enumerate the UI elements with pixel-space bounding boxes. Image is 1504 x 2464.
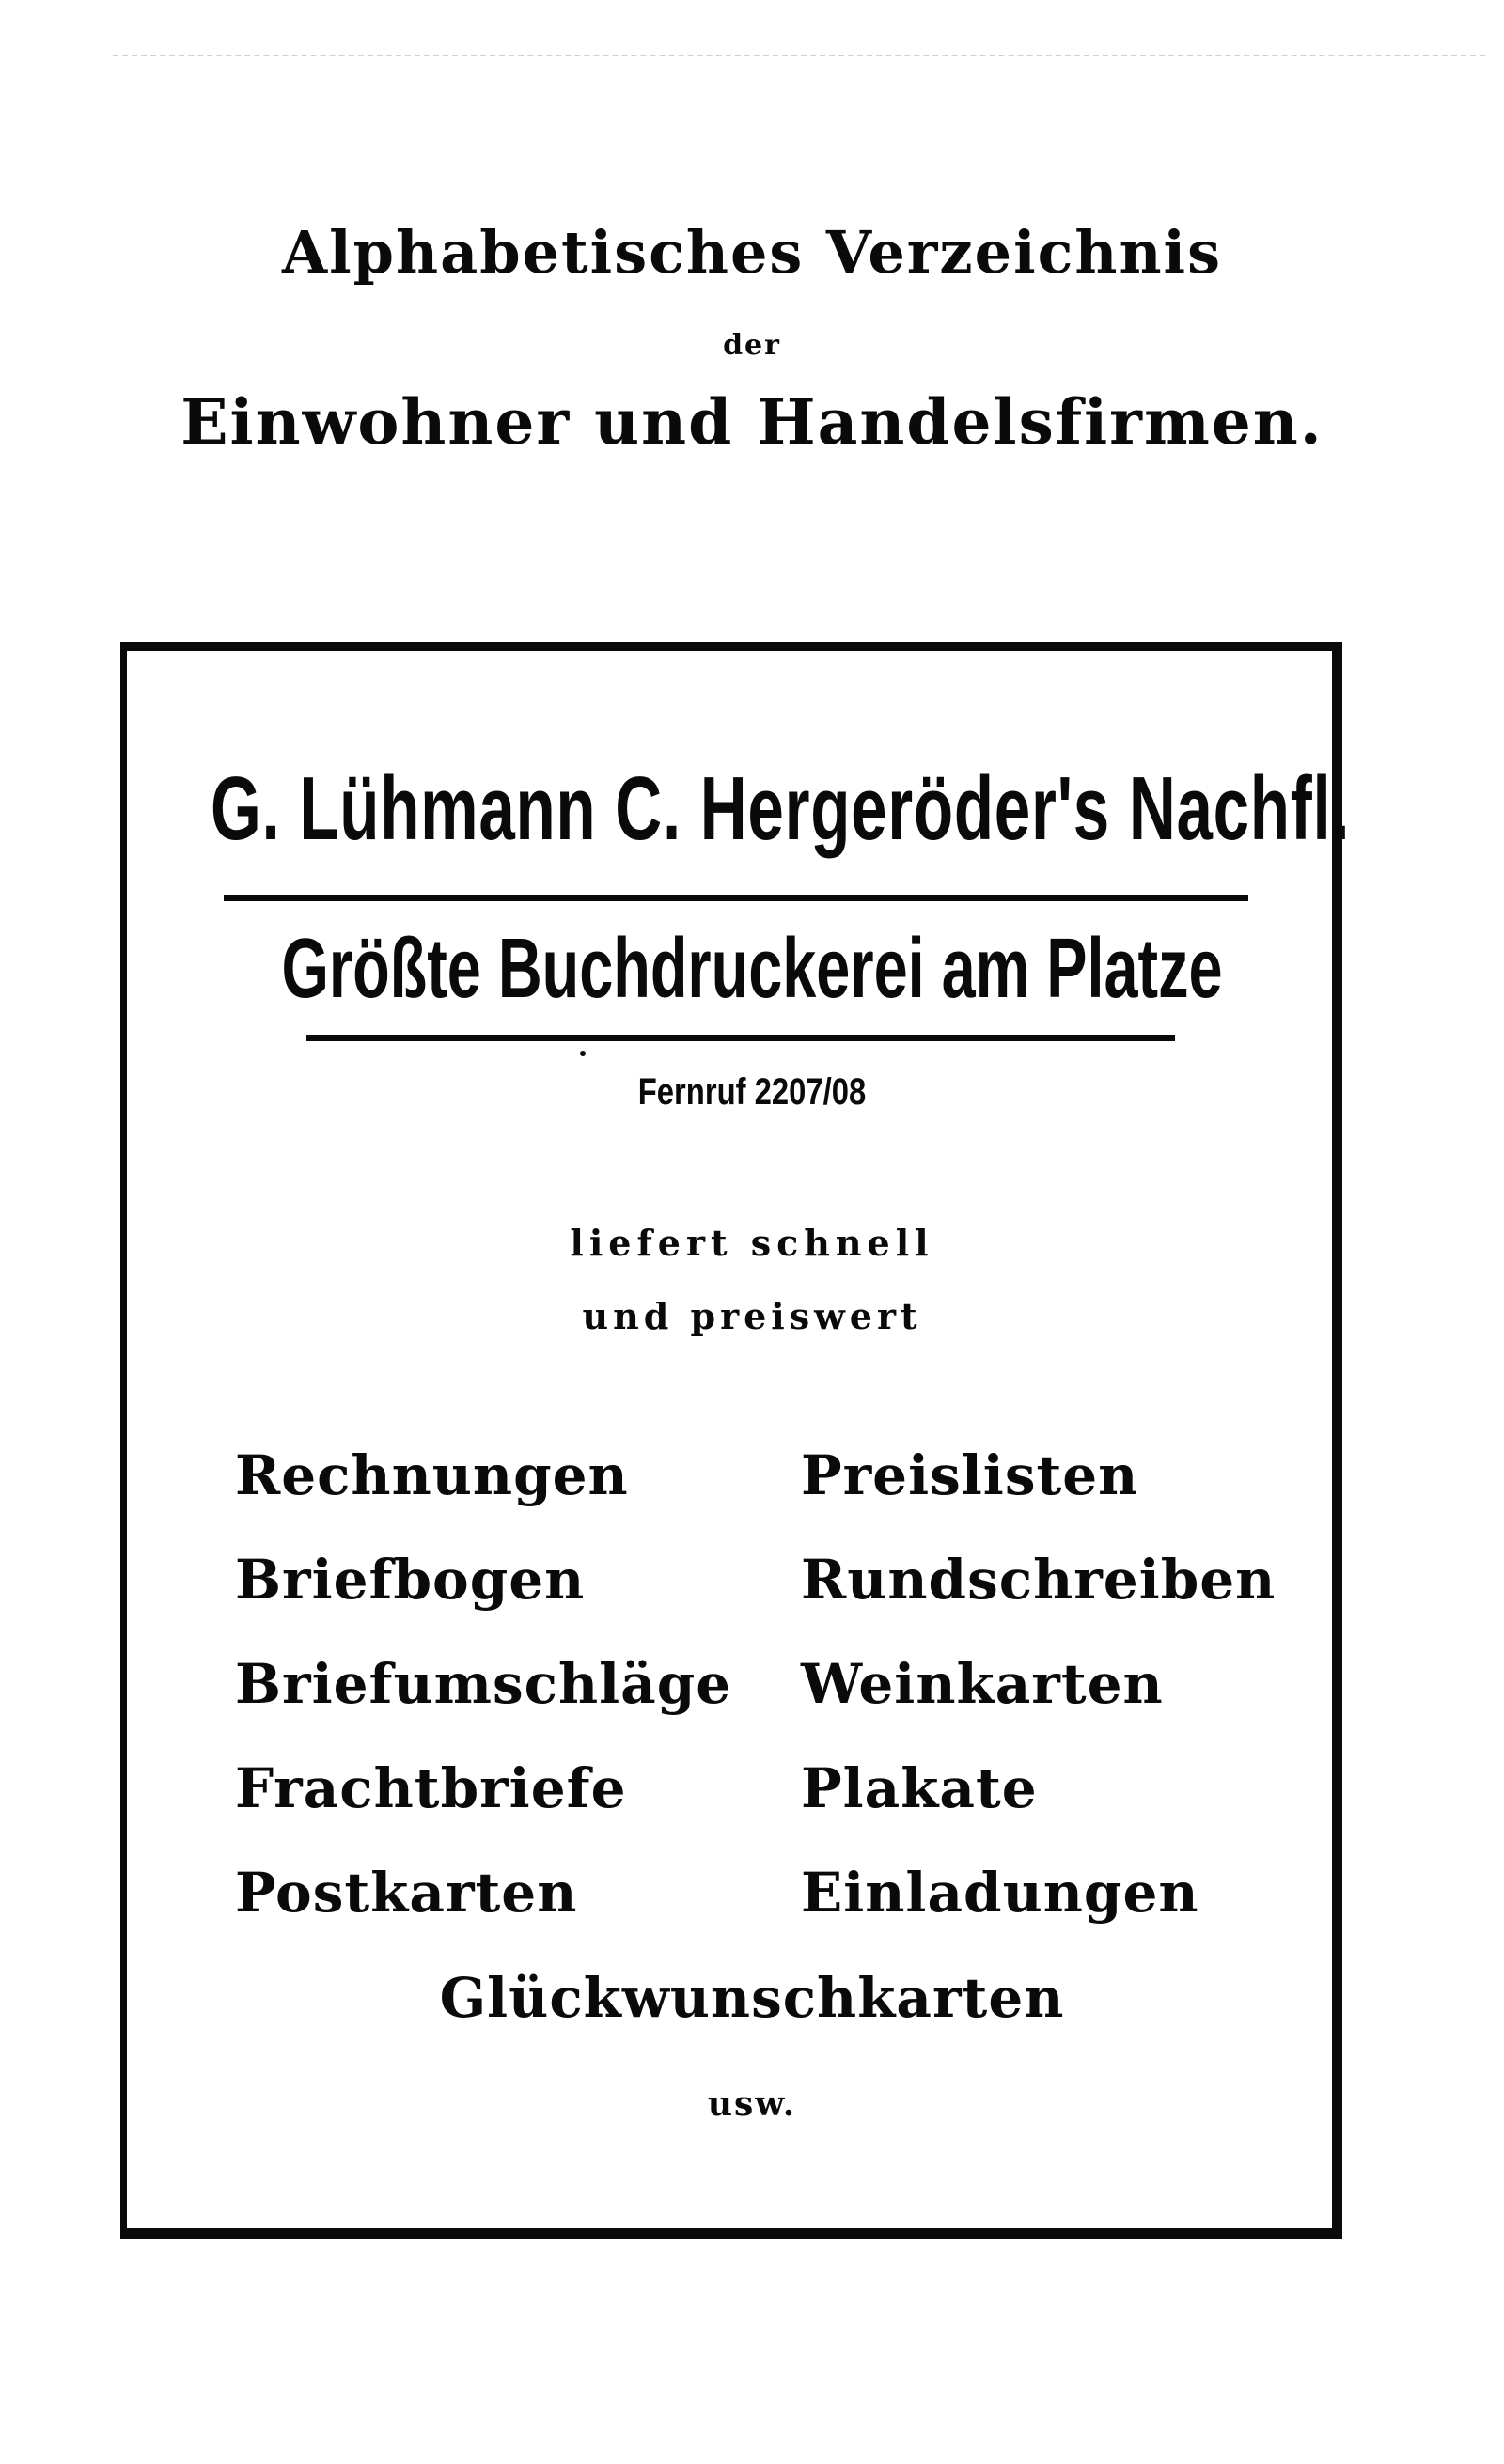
product-item: Rundschreiben xyxy=(801,1548,1277,1612)
product-item: Briefbogen xyxy=(235,1548,586,1612)
product-item: Einladungen xyxy=(801,1861,1199,1925)
closing-text: usw. xyxy=(707,2084,797,2124)
product-item: Weinkarten xyxy=(801,1652,1164,1716)
product-item: Glückwunschkarten xyxy=(439,1966,1065,2030)
ornament-dot xyxy=(580,1051,586,1056)
firm-name: G. Lühmann C. Hergeröder's Nachfl. xyxy=(211,758,1351,859)
page-title: Alphabetisches Verzeichnis xyxy=(281,218,1222,287)
product-item: Postkarten xyxy=(235,1861,578,1925)
phone-number: Fernruf 2207/08 xyxy=(637,1071,867,1113)
product-item: Rechnungen xyxy=(235,1443,629,1507)
slogan-line: liefert schnell xyxy=(570,1222,934,1264)
product-item: Preislisten xyxy=(801,1443,1139,1507)
slogan-line: und preiswert xyxy=(582,1295,922,1337)
page-subtitle: Einwohner und Handelsfirmen. xyxy=(180,385,1324,459)
advertisement-claim: Größte Buchdruckerei am Platze xyxy=(281,922,1223,1016)
divider-rule xyxy=(306,1035,1175,1041)
divider-rule xyxy=(224,895,1248,901)
product-item: Briefumschläge xyxy=(235,1652,732,1716)
product-item: Plakate xyxy=(801,1756,1038,1820)
product-item: Frachtbriefe xyxy=(235,1756,627,1820)
title-connector: der xyxy=(723,329,781,362)
